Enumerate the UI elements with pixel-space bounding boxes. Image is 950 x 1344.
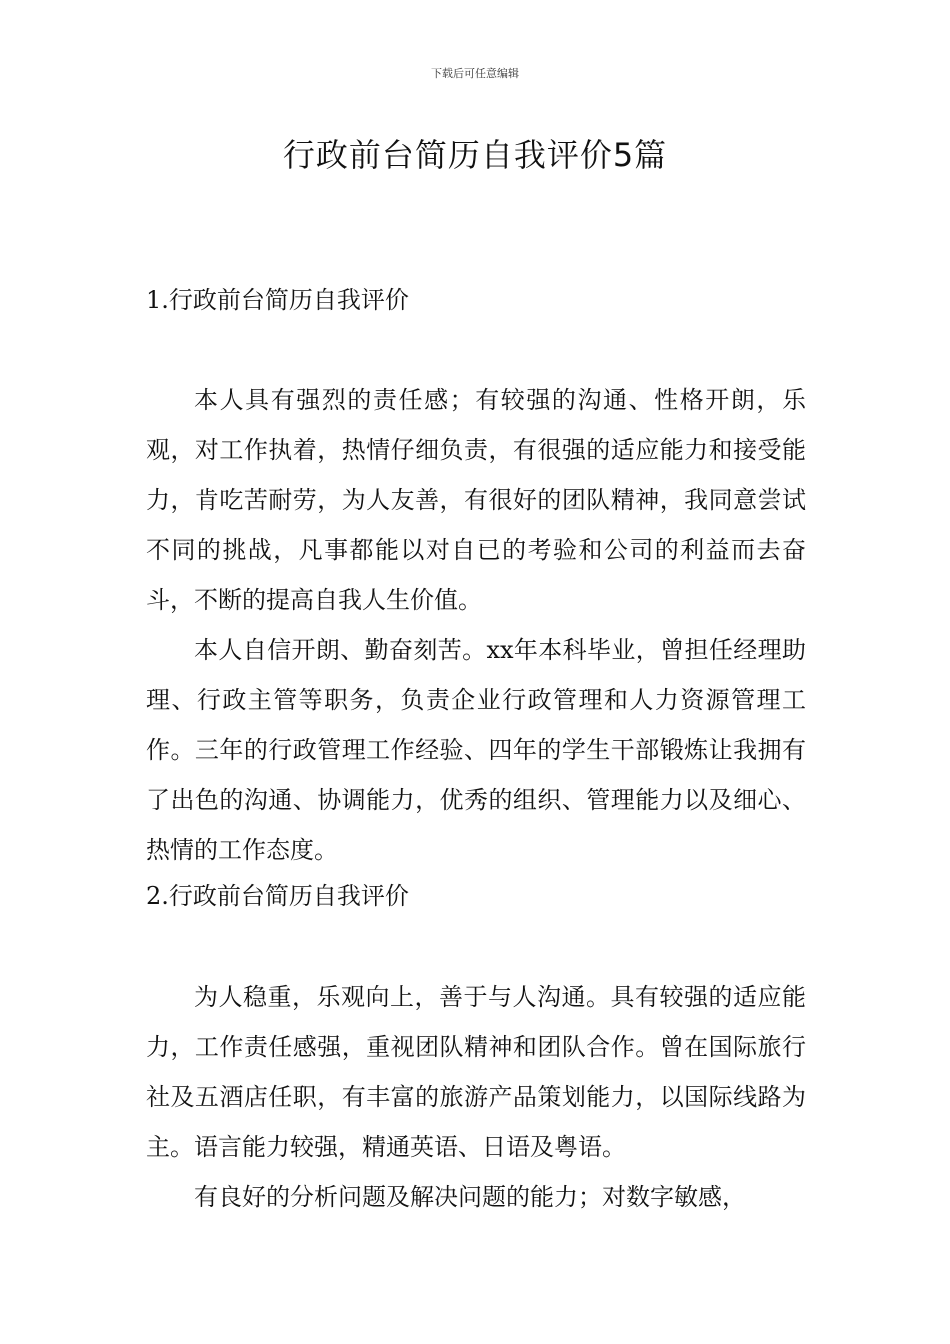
section-1-body xyxy=(146,375,806,875)
section-2-paragraph-1: 为人稳重，乐观向上，善于与人沟通。具有较强的适应能力，工作责任感强，重视团队精神和团队合作。曾在国际旅行社及五酒店任职，有丰富的旅游产品策划能力，以国际线路为主。语言能力较强，精通英语、日语及粤语。 xyxy=(146,983,806,1161)
section-2-body xyxy=(146,972,806,1222)
header-note: 下载后可任意编辑 xyxy=(431,67,519,80)
section-1-heading: 1.行政前台简历自我评价 xyxy=(146,286,409,314)
section-1-paragraph-1: 本人具有强烈的责任感；有较强的沟通、性格开朗，乐观，对工作执着，热情仔细负责，有很强的适应能力和接受能力，肯吃苦耐劳，为人友善，有很好的团队精神，我同意尝试不同的挑战，凡事都能以对自已的考验和公司的利益而去奋斗，不断的提高自我人生价值。 xyxy=(146,386,806,614)
section-2-heading: 2.行政前台简历自我评价 xyxy=(146,882,409,910)
section-1-paragraph-2: 本人自信开朗、勤奋刻苦。xx年本科毕业，曾担任经理助理、行政主管等职务，负责企业行政管理和人力资源管理工作。三年的行政管理工作经验、四年的学生干部锻炼让我拥有了出色的沟通、协调能力，优秀的组织、管理能力以及细心、热情的工作态度。 xyxy=(146,636,806,864)
section-2-paragraph-2: 有良好的分析问题及解决问题的能力；对数字敏感， xyxy=(194,1183,746,1211)
document-title: 行政前台简历自我评价5篇 xyxy=(282,136,668,174)
